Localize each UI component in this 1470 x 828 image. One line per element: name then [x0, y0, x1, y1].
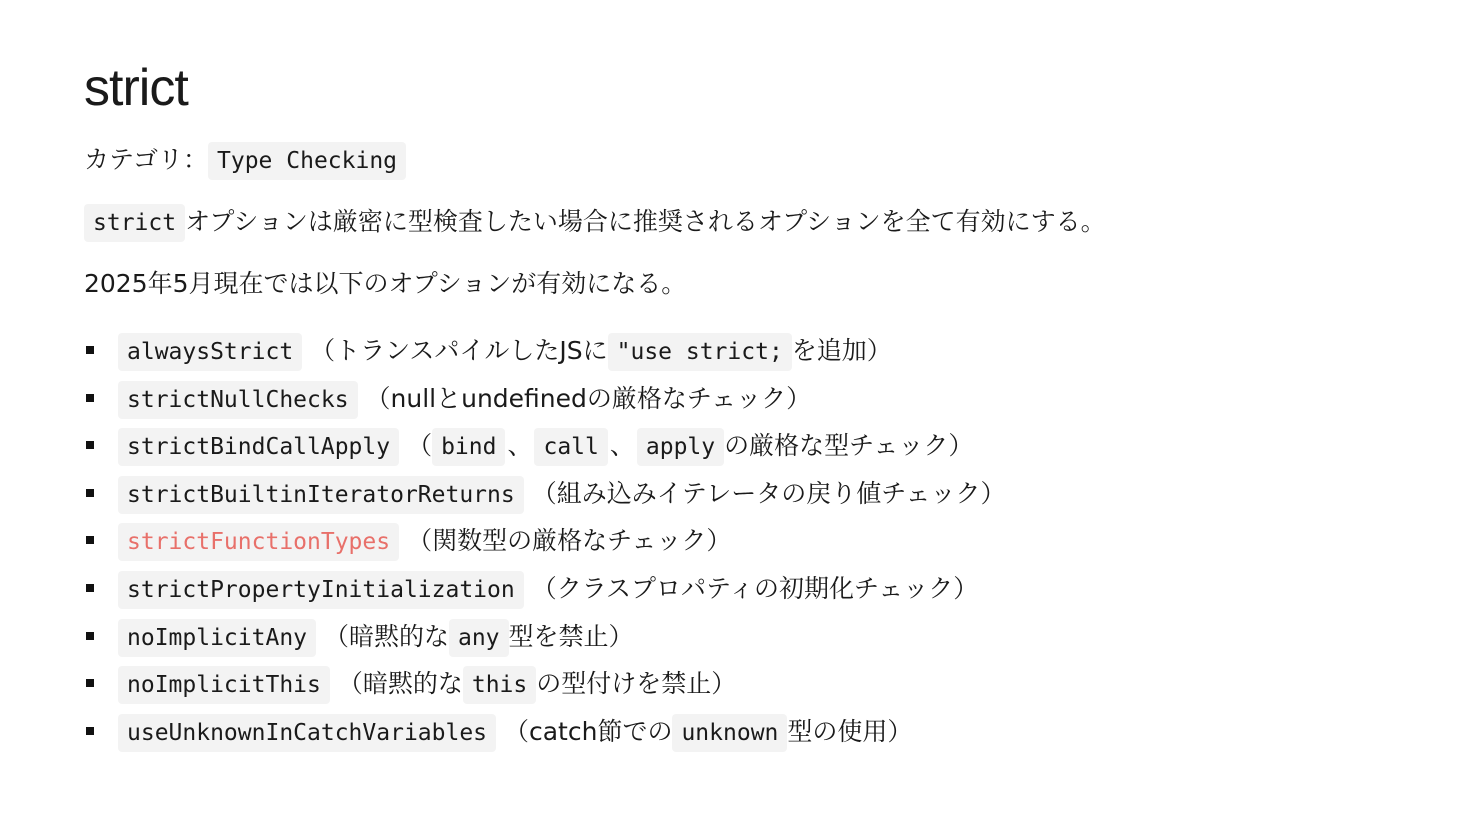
option-desc-end: 型の使用） [787, 716, 913, 746]
inline-code: unknown [672, 714, 787, 752]
option-desc: （catch節での [503, 716, 673, 746]
option-code: strictBindCallApply [118, 428, 399, 466]
option-desc: （クラスプロパティの初期化チェック） [531, 573, 979, 603]
option-code: useUnknownInCatchVariables [118, 714, 496, 752]
option-code: noImplicitAny [118, 619, 316, 657]
category-line [84, 140, 406, 180]
inline-code-call: call [534, 428, 607, 466]
bullet-icon [86, 679, 94, 687]
bullet-icon [86, 394, 94, 402]
bullet-icon [86, 536, 94, 544]
option-desc: （組み込みイテレータの戻り値チェック） [531, 478, 1006, 508]
inline-code: this [463, 666, 536, 704]
list-item-strict-function-types [84, 521, 1005, 569]
list-item-no-implicit-any [84, 617, 1005, 665]
option-desc-end: を追加） [791, 336, 892, 365]
option-code: strictNullChecks [118, 381, 358, 419]
bullet-icon [86, 441, 94, 449]
bullet-icon [86, 727, 94, 735]
option-desc: （トランスパイルしたJSに [310, 336, 608, 365]
option-desc: （nullとundefinedの厳格なチェック） [365, 383, 812, 413]
category-label: カテゴリ： [84, 145, 209, 174]
option-desc-end: の型付けを禁止） [536, 669, 737, 699]
note-paragraph: 2025年5月現在では以下のオプションが有効になる。 [84, 269, 687, 298]
intro-text: オプションは厳密に型検査したい場合に推奨されるオプションを全て有効にする。 [185, 207, 1106, 236]
list-item-use-unknown-in-catch-variables [84, 712, 1005, 760]
inline-code: "use strict; [608, 333, 792, 371]
intro-code: strict [84, 204, 185, 242]
inline-code-bind: bind [432, 428, 505, 466]
inline-code-apply: apply [637, 428, 724, 466]
option-desc-end: 型を禁止） [508, 621, 634, 651]
option-code-highlighted: strictFunctionTypes [118, 523, 399, 561]
option-code: alwaysStrict [118, 333, 302, 371]
option-code: strictBuiltinIteratorReturns [118, 476, 524, 514]
separator: 、 [609, 431, 635, 461]
list-item-strict-property-initialization [84, 569, 1005, 617]
option-desc-end: の厳格な型チェック） [724, 431, 974, 461]
list-item-strict-bind-call-apply [84, 426, 1005, 474]
list-item-strict-builtin-iterator-returns [84, 474, 1005, 522]
page-title: strict [84, 59, 188, 117]
intro-paragraph [84, 202, 1106, 242]
option-list [84, 331, 1005, 759]
option-desc: （ [407, 431, 433, 461]
list-item-always-strict [84, 331, 1005, 379]
option-desc: （関数型の厳格なチェック） [407, 526, 732, 556]
list-item-strict-null-checks [84, 379, 1005, 427]
bullet-icon [86, 632, 94, 640]
bullet-icon [86, 489, 94, 497]
slide [84, 56, 1404, 746]
list-item-no-implicit-this [84, 664, 1005, 712]
option-code: strictPropertyInitialization [118, 571, 524, 609]
option-code: noImplicitThis [118, 666, 330, 704]
category-value: Type Checking [208, 142, 406, 180]
option-desc: （暗黙的な [337, 669, 463, 699]
bullet-icon [86, 584, 94, 592]
separator: 、 [507, 431, 533, 461]
option-desc: （暗黙的な [323, 621, 449, 651]
bullet-icon [86, 346, 94, 354]
inline-code: any [449, 619, 509, 657]
